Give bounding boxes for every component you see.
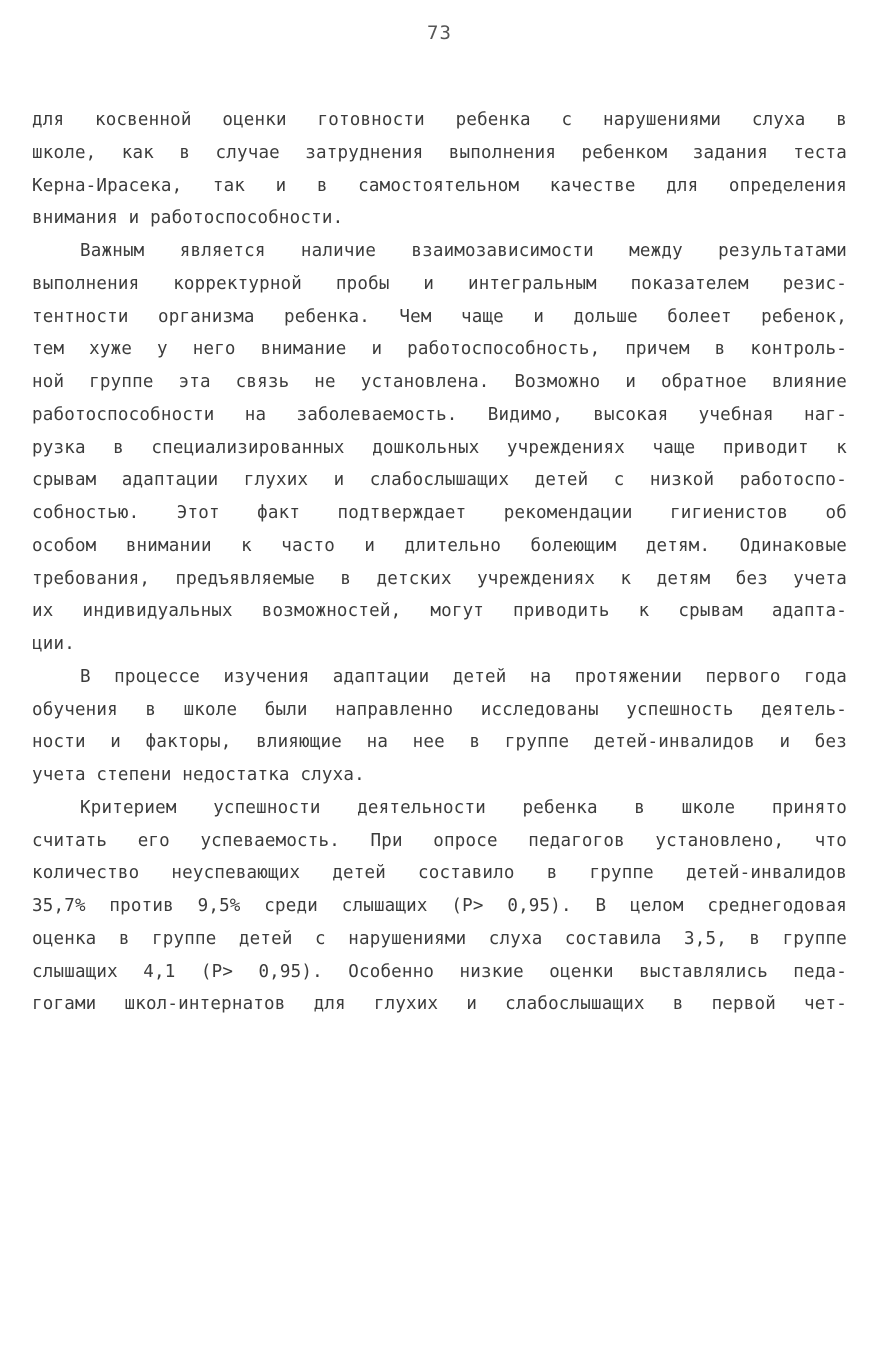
body-text [32,104,847,1021]
text-line: Критерием успешности деятельности ребенка в школе принято [80,797,847,818]
text-line: работоспособности на заболеваемость. Видимо, высокая учебная наг- [32,404,847,425]
text-line: рузка в специализированных дошкольных учреждениях чаще приводит к [32,437,847,458]
text-line: требования, предъявляемые в детских учреждениях к детям без учета [32,568,847,589]
text-line: для косвенной оценки готовности ребенка с нарушениями слуха в [32,110,847,130]
text-line: школе, как в случае затруднения выполнения ребенком задания теста [32,142,847,163]
text-line: Важным является наличие взаимозависимости между результатами [80,241,847,261]
text-line: их индивидуальных возможностей, могут приводить к срывам адапта- [32,601,847,622]
text-line: тем хуже у него внимание и работоспособность, причем в контроль- [32,339,847,360]
text-line: оценка в группе детей с нарушениями слуха составила 3,5, в группе [32,928,847,949]
text-line: ности и факторы, влияющие на нее в группе детей-инвалидов и без [32,732,847,753]
text-line: ции. [32,634,75,654]
text-line: считать его успеваемость. При опросе педагогов установлено, что [32,830,847,851]
text-line: собностью. Этот факт подтверждает рекомендации гигиенистов об [32,503,847,523]
text-line: выполнения корректурной пробы и интегральным показателем резис- [32,273,847,294]
text-line: срывам адаптации глухих и слабослышащих детей с низкой работоспо- [32,470,847,491]
text-line: внимания и работоспособности. [32,208,344,229]
text-line: В процессе изучения адаптации детей на протяжении первого года [80,666,847,687]
text-line: учета степени недостатка слуха. [32,765,365,785]
text-line: тентности организма ребенка. Чем чаще и дольше болеет ребенок, [32,306,847,327]
text-line: особом внимании к часто и длительно болеющим детям. Одинаковые [32,535,847,556]
text-line: обучения в школе были направленно исследованы успешность деятель- [32,699,847,720]
page-number: 73 [427,22,452,44]
text-line: 35,7% против 9,5% среди слышащих (Р> 0,95). В целом среднегодовая [32,896,847,916]
text-line: количество неуспевающих детей составило в группе детей-инвалидов [32,863,847,884]
text-line: Керна-Ирасека, так и в самостоятельном качестве для определения [32,175,847,196]
text-line: гогами школ-интернатов для глухих и слабослышащих в первой чет- [32,994,847,1015]
text-line: слышащих 4,1 (Р> 0,95). Особенно низкие оценки выставлялись педа- [32,961,847,982]
text-line: ной группе эта связь не установлена. Возможно и обратное влияние [32,372,847,392]
